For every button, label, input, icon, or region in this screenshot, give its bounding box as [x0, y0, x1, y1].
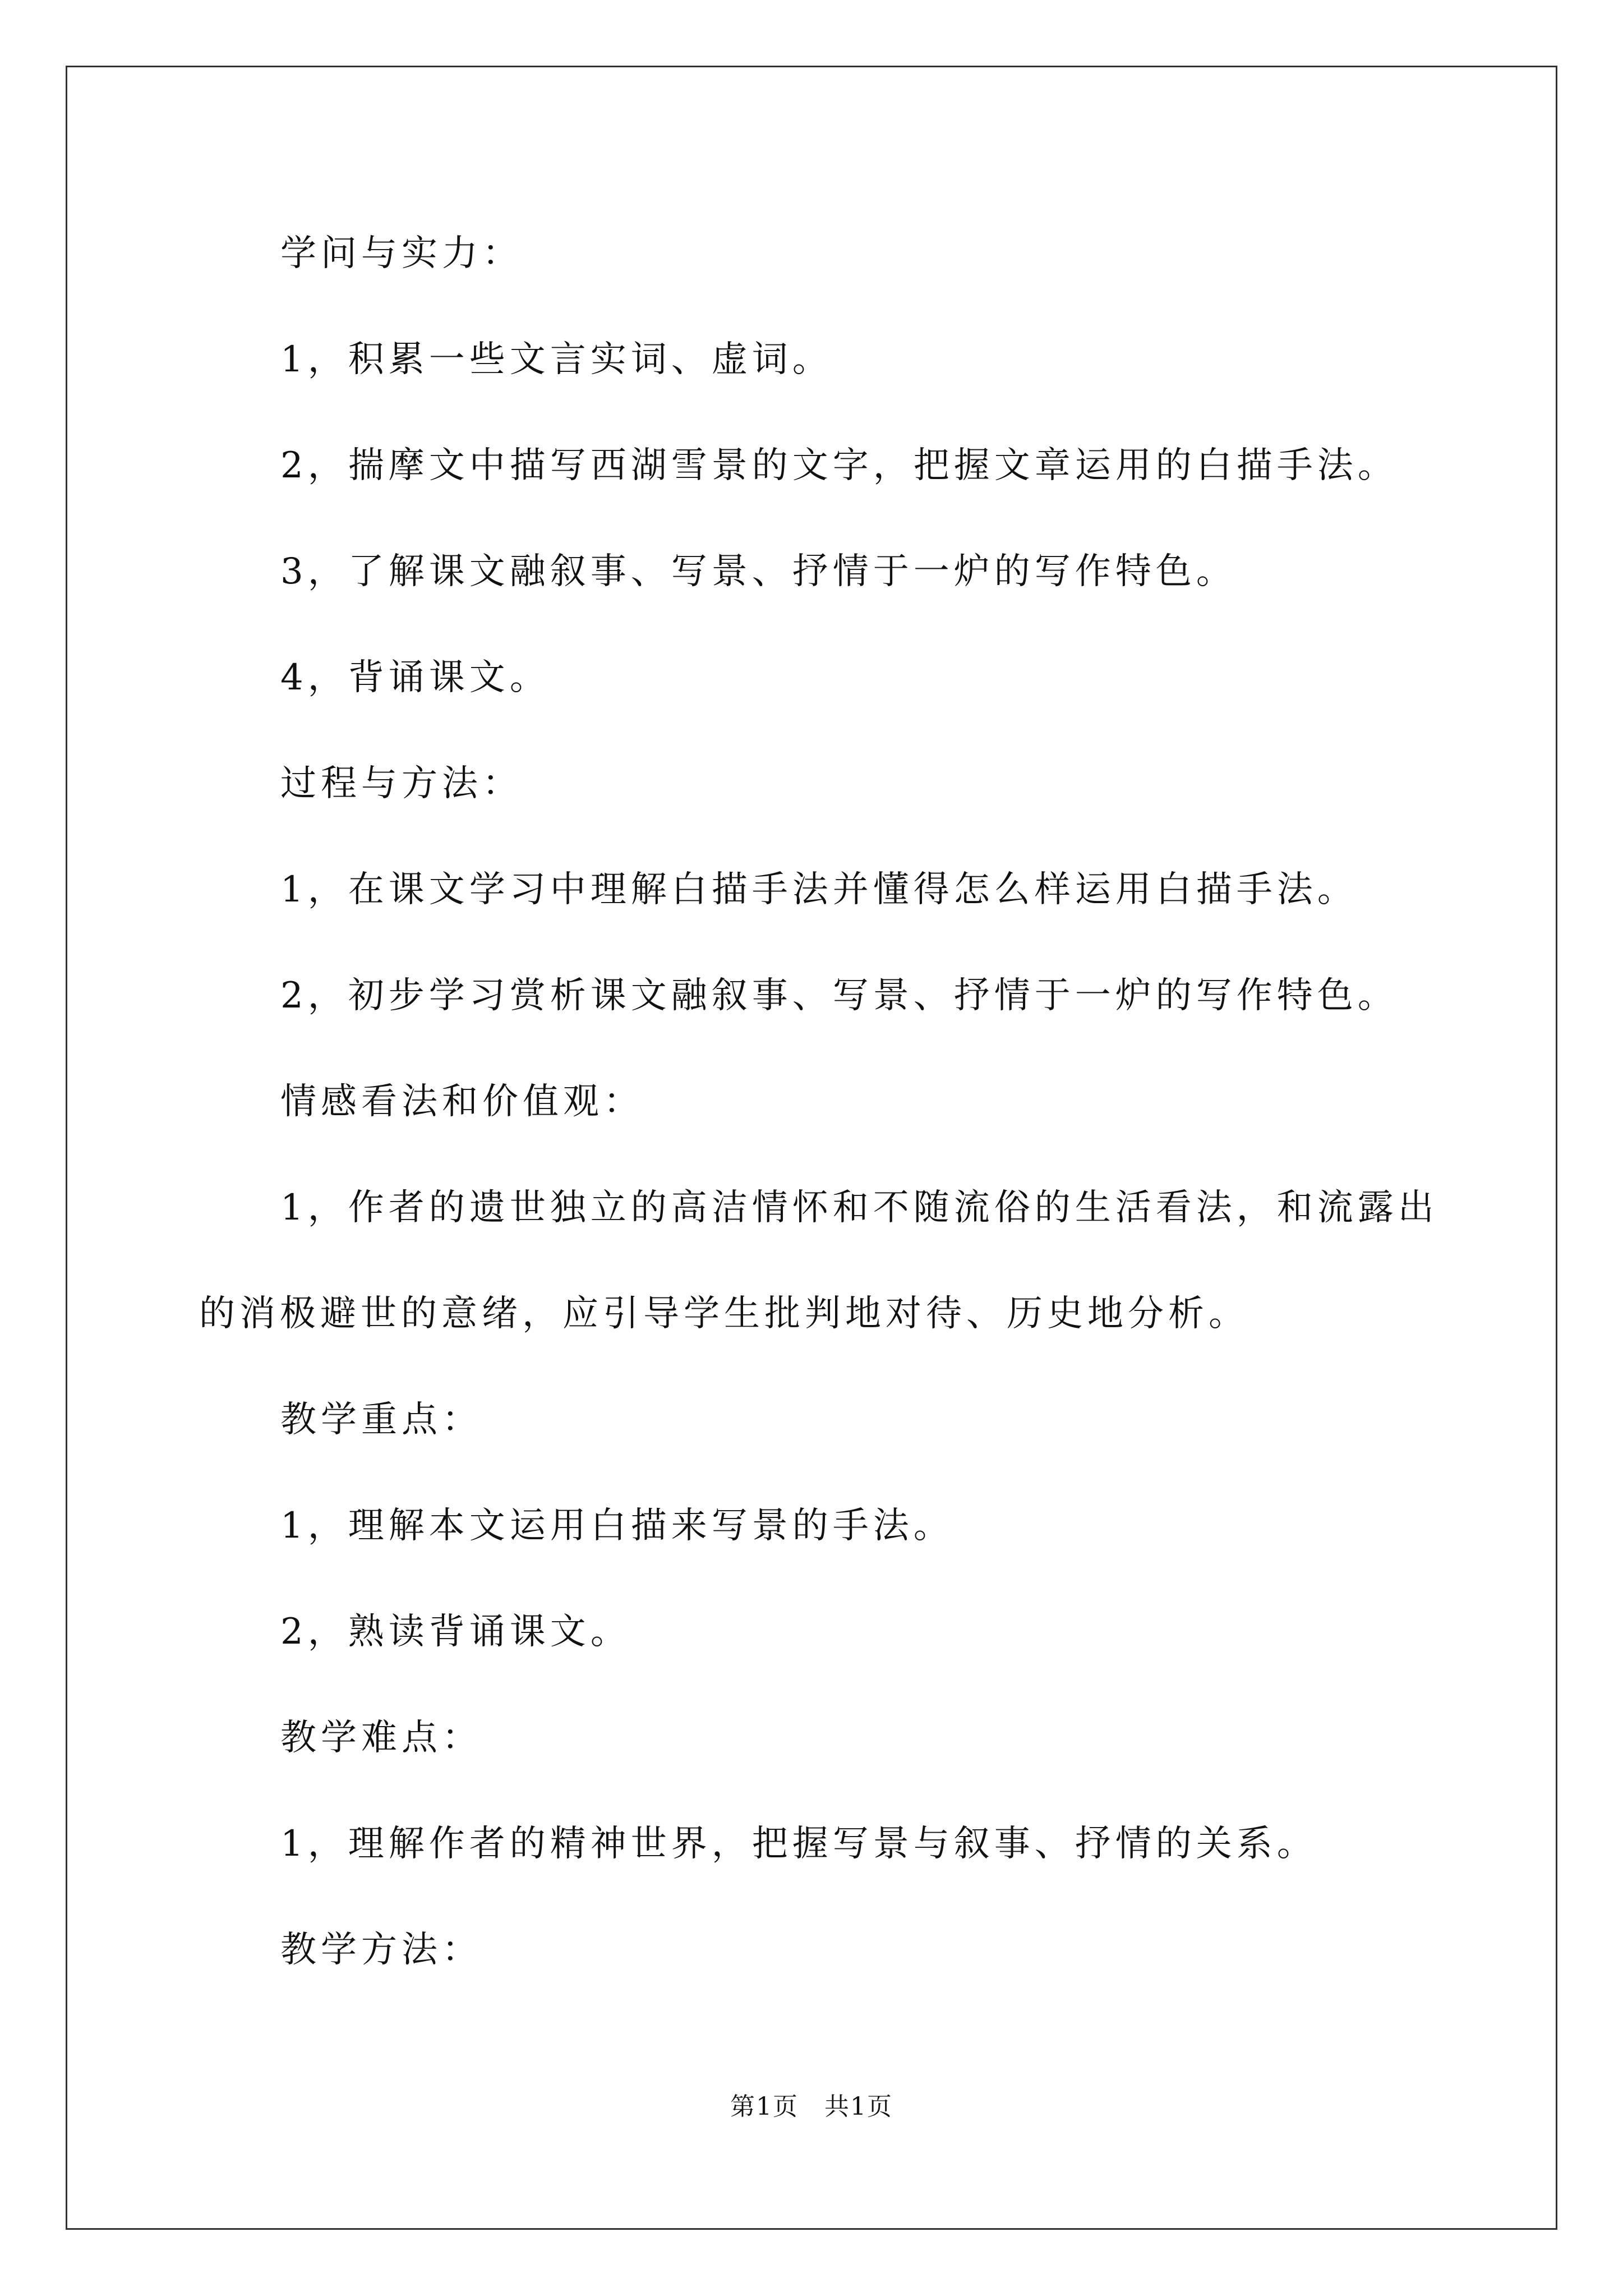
page-frame [66, 66, 1557, 2230]
text-line: 教学难点： [280, 1717, 482, 1759]
text-line: 教学方法： [280, 1929, 482, 1971]
text-line: 1，理解作者的精神世界，把握写景与叙事、抒情的关系。 [280, 1823, 1317, 1865]
text-line: 2，揣摩文中描写西湖雪景的文字，把握文章运用的白描手法。 [280, 445, 1398, 486]
text-line: 1，理解本文运用白描来写景的手法。 [280, 1505, 954, 1547]
text-line: 教学重点： [280, 1399, 482, 1441]
text-line: 学问与实力： [280, 233, 523, 274]
text-line: 的消极避世的意绪，应引导学生批判地对待、历史地分析。 [199, 1293, 1249, 1335]
text-line: 4，背诵课文。 [280, 657, 550, 698]
text-line: 2，初步学习赏析课文融叙事、写景、抒情于一炉的写作特色。 [280, 975, 1398, 1016]
text-line: 3，了解课文融叙事、写景、抒情于一炉的写作特色。 [280, 551, 1237, 592]
text-line: 情感看法和价值观： [280, 1081, 644, 1122]
text-line: 2，熟读背诵课文。 [280, 1611, 631, 1653]
text-line: 1，作者的遗世独立的高洁情怀和不随流俗的生活看法，和流露出 [280, 1187, 1438, 1228]
text-line: 过程与方法： [280, 763, 523, 804]
text-line: 1，在课文学习中理解白描手法并懂得怎么样运用白描手法。 [280, 869, 1358, 910]
text-line: 1，积累一些文言实词、虚词。 [280, 339, 833, 380]
page-number: 第1页 共1页 [730, 2092, 893, 2121]
